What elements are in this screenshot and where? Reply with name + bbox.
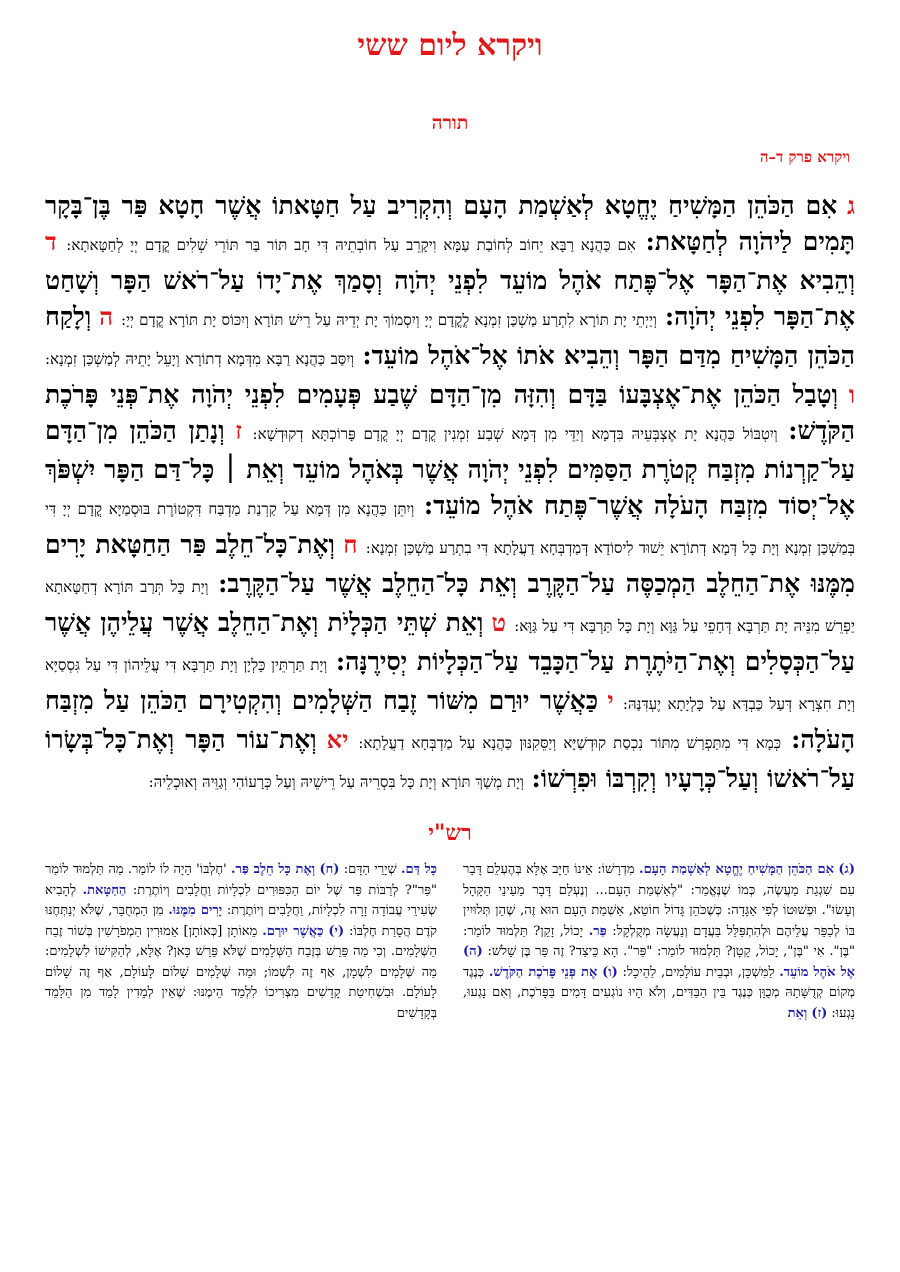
verse-onkelos: וְיִטְבּוֹל כַּהֲנָא יָת אֶצְבְּעֵיהּ בִּדְמָא וְיַדֵּי מִן דְּמָא שְׁבַע זִמְנִין קֳדָם יְיָ קֳדָם פָּרוֹכְתָּא דְקוּדְשָׁא: (252, 425, 778, 443)
rashi-verse-label: (ה) (463, 944, 483, 959)
rashi-right-column (463, 860, 855, 1260)
rashi-comment: לְהָבִיא שְׂעִירֵי עֲבוֹדָה זָרָה לִכְלָיוֹת, וַחֲלָבִים וְיוֹתֶרֶת: (45, 882, 437, 918)
rashi-comment: כְּנֶגֶד מְקוֹם קְדֻשָּׁתָהּ מְכֻוָּן כְּנֶגֶד בֵּין הַבַּדִּים, וְלֹא הָיוּ נוֹגְעִים דָּמִים בַּפָּרֹכֶת, וְאִם נָגְעוּ, נָגְעוּ: (463, 964, 855, 1021)
rashi-verse-label: (ג) (838, 862, 855, 877)
rashi-verse-label: (ז) (811, 1005, 828, 1021)
rashi-dibur-hamatchil: אֶת פְּנֵי פָּרֹכֶת הַקֹּדֶשׁ. (488, 964, 598, 980)
rashi-dibur-hamatchil: הַחַטָּאת. (82, 882, 127, 898)
verse-hebrew: כַּאֲשֶׁר יוּרַם מִשּׁוֹר זֶבַח הַשְּׁלָמִים וְהִקְטִירָם הַכֹּהֵן עַל מִזְבַּח הָעֹלָה: (45, 686, 855, 754)
verse-number: ט (491, 608, 507, 637)
rashi-comment: לַמִּשְׁכָּן, וּבְבֵית עוֹלָמִים, לַהֵיכָל: (622, 964, 775, 980)
rashi-verse-label: (ח) (319, 862, 340, 877)
rashi-dibur-hamatchil: פַּר. (588, 923, 607, 939)
verse-onkelos: וְיָת כָּל תְּרַב תּוֹרָא דְחַטָּאתָא יַפְרֵשׁ מִנֵּיהּ יָת תַּרְבָּא דְּחָפֵי עַל גַּוָּא וְיָת כָּל תַּרְבָּא דִּי עַל גַּוָּא: (45, 578, 855, 635)
verse-hebrew: וְטָבַל הַכֹּהֵן אֶת־אֶצְבָּעוֹ בַּדָּם וְהִזָּה מִן־הַדָּם שֶׁבַע פְּעָמִים לִפְנֵי יְהֹוָה אֶת־פְּנֵי פָּרֹכֶת הַקֹּדֶשׁ: (45, 380, 855, 445)
verse-onkelos: וְיָת תַּרְתֵּין כָּלְיָן וְיָת תַּרְבָּא דִּי עֲלֵיהוֹן דִּי עַל גִּסְסַיָּא וְיָת חִצְרָא דְּעַל כַּבְדָּא עַל כָּלְיָתָא יֶעְדִּנַּהּ: (45, 656, 855, 713)
torah-text (45, 188, 855, 800)
section-title: תורה (431, 112, 469, 134)
verse-number: ד (45, 227, 57, 256)
rashi-commentary (45, 860, 855, 1260)
verse-number: ה (99, 302, 114, 331)
rashi-left-column (45, 860, 437, 1260)
verse-hebrew: וְאֶת־עוֹר הַפָּר וְאֶת־כָּל־בְּשָׂרוֹ עַל־רֹאשׁוֹ וְעַל־כְּרָעָיו וְקִרְבּוֹ וּפִרְשׁוֹ: (45, 725, 855, 793)
rashi-dibur-hamatchil: וְאֵת (787, 1005, 808, 1021)
verse-hebrew: וְאֶת־כָּל־חֵלֶב פַּר הַחַטָּאת יָרִים מִמֶּנּוּ אֶת־הַחֵלֶב הַמְכַסֶּה עַל־הַקֶּרֶב וְאֵת כָּל־הַחֵלֶב אֲשֶׁר עַל־הַקֶּרֶב: (45, 530, 855, 598)
verse-number: יא (326, 725, 349, 754)
verse-number: ח (343, 530, 358, 559)
rashi-dibur-hamatchil: אֶל אֹהֶל מוֹעֵד. (779, 964, 855, 980)
rashi-comment: מֵאוֹתָן [כְּאוֹתָן] אֵמוּרִין הַמְפֹרָשִׁין בְּשׁוֹר זֶבַח הַשְּׁלָמִים. וְכִי מַה פֵּרֵשׁ בְּזֶבַח הַשְּׁלָמִים שֶׁלֹּא פֵּרֵשׁ כָּאן? אֶלָּא, לְהַקִּישׁוֹ לִשְׁלָמִים: מַה שְּׁלָמִים לִשְׁמָן, אַף זֶה לִשְׁמוֹ; וּמַה שְּׁלָמִים שָׁלוֹם לָעוֹלָם, אַף זֶה שָׁלוֹם לָעוֹלָם. וּבִשְׁחִיטַת קָדָשִׁים מִצְרִיכוֹ לִלְמֵד הֵימֶנּוּ: שֶׁאֵין לְמֵדִין לָמֵד מִן הַלָּמֵד בְּקָדָשִׁים (45, 923, 437, 1021)
verse-onkelos: וְיַיְתֵי יָת תּוֹרָא לִתְרַע מַשְׁכַּן זִמְנָא לֳקֳדָם יְיָ וְיִסְמוֹךְ יָת יְדֵיהּ עַל רֵישׁ תּוֹרָא וְיִכּוֹס יָת תּוֹרָא קֳדָם יְיָ: (121, 311, 657, 329)
rashi-comment: יָכוֹל, זָקֵן? תַּלְמוּד לוֹמַר: "בֶּן". אִי "בֶּן", יָכוֹל, קָטָן? תַּלְמוּד לוֹמַר: "פַּר". הָא כֵּיצַד? זֶה פַּר בֶּן שָׁלֹשׁ: (463, 923, 855, 959)
rashi-heading: רש"י (428, 820, 472, 846)
rashi-left-paragraph (45, 860, 437, 1024)
verse-number: י (607, 686, 614, 715)
rashi-verse-label: (י) (328, 923, 345, 939)
verse-onkelos: וְיִסַּב כַּהֲנָא רַבָּא מִדְּמָא דְתוֹרָא וְיָעֵל יָתֵיהּ לְמַשְׁכַּן זִמְנָא: (45, 350, 355, 368)
verse-number: ז (235, 416, 242, 445)
torah-paragraph (45, 188, 855, 800)
rashi-comment: מִדְרָשׁוֹ: אֵינוֹ חַיָּב אֶלָּא בְּהֶעְלֵם דָּבָר עִם שִׁגְגַת מַעֲשֶׂה, כְּמוֹ שֶׁנֶּאֱמַר: "לְאַשְׁמַת הָעָם... וְנֶעְלַם דָּבָר מֵעֵינֵי הַקָּהָל וְעָשׂוּ". וּפְשׁוּטוֹ לְפִי אַגָּדָה: כְּשֶׁכֹּהֵן גָּדוֹל חוֹטֵא, אַשְׁמַת הָעָם הוּא זֶה, שֶׁהֵן תְּלוּיִין בּוֹ לְכַפֵּר עֲלֵיהֶם וּלְהִתְפַּלֵּל בַּעֲדָם וְנַעֲשָׂה מְקֻלְקָל: (463, 862, 855, 939)
verse-onkelos: כְּמָא דִּי מִתַּפְרַשׁ מִתּוֹר נִכְסַת קוּדְשַׁיָּא וְיַסֵּקִנּוּן כַּהֲנָא עַל מַדְבְּחָא דַעֲלָתָא: (358, 734, 782, 752)
chapter-reference: ויקרא פרק ד–ה (759, 148, 850, 166)
rashi-dibur-hamatchil: אִם הַכֹּהֵן הַמָּשִׁיחַ יֶחֱטָא לְאַשְׁמַת הָעָם. (639, 862, 834, 877)
rashi-dibur-hamatchil: כַּאֲשֶׁר יוּרַם. (262, 923, 324, 939)
verse-hebrew: וְהֵבִיא אֶת־הַפָּר אֶל־פֶּתַח אֹהֶל מוֹעֵד לִפְנֵי יְהֹוָה וְסָמַךְ אֶת־יָדוֹ עַל־רֹאשׁ הַפָּר וְשָׁחַט אֶת־הַפָּר לִפְנֵי יְהֹוָה: (45, 266, 856, 331)
verse-number: ו (848, 380, 855, 409)
verse-number: ג (847, 191, 855, 220)
verse-onkelos: אִם כַּהֲנָא רַבָּא יֵחוֹב לְחוֹבַת עַמָּא וִיקָרֵב עַל חוֹבְתֵיהּ דִּי חָב תּוֹר בַּר תּוֹרֵי שְׁלִים קֳדָם יְיָ לְחַטָּאתָא: (66, 236, 636, 254)
verse-hebrew: אִם הַכֹּהֵן הַמָּשִׁיחַ יֶחֱטָא לְאַשְׁמַת הָעָם וְהִקְרִיב עַל חַטָּאתוֹ אֲשֶׁר חָטָא פַּר בֶּן־בָּקָר תָּמִים לַיהֹוָה לְחַטָּאת: (45, 191, 855, 256)
verse-hebrew: וְלָקַח הַכֹּהֵן הַמָּשִׁיחַ מִדַּם הַפָּר וְהֵבִיא אֹתוֹ אֶל־אֹהֶל מוֹעֵד: (45, 302, 855, 370)
rashi-comment: מִן הַמְחֻבָּר, שֶׁלֹּא יְנַתְּחֶנּוּ קֹדֶם הֲסָרַת חֶלְבּוֹ: (45, 903, 437, 939)
rashi-comment: 'חֶלְבּוֹ' הָיָה לוֹ לוֹמַר. מַה תַּלְמוּד לוֹמַר "פַּר"? לְרַבּוֹת פַּר שֶׁל יוֹם הַכִּפּוּרִים לִכְלָיוֹת וַחֲלָבִים וְיוֹתֶרֶת: (45, 862, 438, 898)
verse-hebrew: וְנָתַן הַכֹּהֵן מִן־הַדָּם עַל־קַרְנוֹת מִזְבַּח קְטֹרֶת הַסַּמִּים לִפְנֵי יְהֹוָה אֲשֶׁר בְּאֹהֶל מוֹעֵד וְאֵת ׀ כָּל־דַּם הַפָּר יִשְׁפֹּךְ אֶל־יְסוֹד מִזְבַּח הָעֹלָה אֲשֶׁר־פֶּתַח אֹהֶל מוֹעֵד: (45, 416, 855, 520)
verse-hebrew: וְאֵת שְׁתֵּי הַכְּלָיֹת וְאֶת־הַחֵלֶב אֲשֶׁר עֲלֵיהֶן אֲשֶׁר עַל־הַכְּסָלִים וְאֶת־הַיֹּתֶרֶת עַל־הַכָּבֵד עַל־הַכְּלָיוֹת יְסִירֶנָּה: (45, 608, 855, 676)
rashi-verse-label: (ו) (602, 964, 618, 980)
rashi-dibur-hamatchil: כָּל דַּם. (401, 862, 438, 877)
verse-onkelos: וְיָת מְשַׁךְ תּוֹרָא וְיָת כָּל בִּסְרֵיהּ עַל רֵישֵׁיהּ וְעַל כְּרָעוֹהִי וְגַוֵּיהּ וְאוּכְלֵיהּ: (148, 773, 524, 791)
verse-onkelos: וְיִתֵּן כַּהֲנָא מִן דְּמָא עַל קַרְנַת מַדְבַּח דִּקְטוֹרֶת בּוּסְמַיָּא קֳדָם יְיָ דִּי בְּמַשְׁכַּן זִמְנָא וְיָת כָּל דְּמָא דְתוֹרָא יֵשׁוּד לִיסוֹדָא דְּמַדְבְּחָא דַעֲלָתָא דִּי בִתְרַע מַשְׁכַּן זִמְנָא: (45, 500, 856, 557)
page-title: ויקרא ליום ששי (357, 28, 543, 63)
rashi-comment: שְׁיָרֵי הַדָּם: (343, 862, 397, 877)
rashi-right-paragraph (463, 860, 855, 1024)
rashi-dibur-hamatchil: יָרִים מִמֶּנּוּ. (168, 903, 223, 918)
rashi-dibur-hamatchil: וְאֶת כָּל חֵלֶב פַּר. (231, 862, 316, 877)
